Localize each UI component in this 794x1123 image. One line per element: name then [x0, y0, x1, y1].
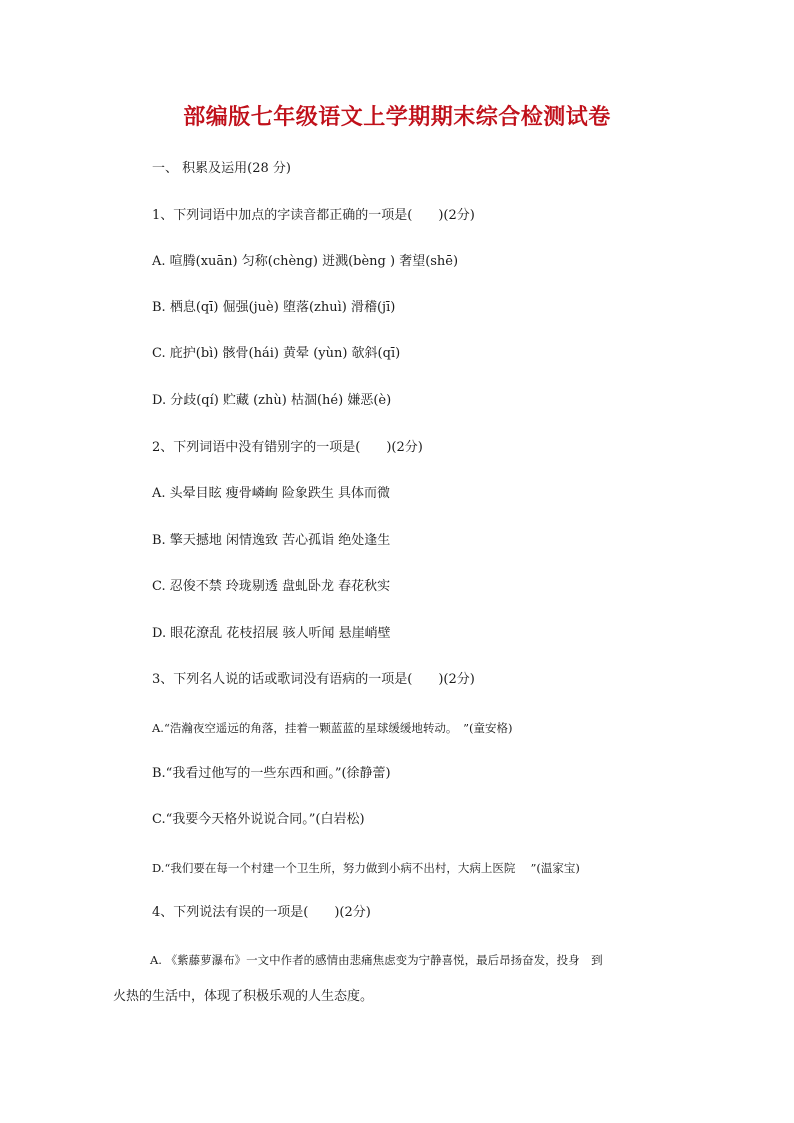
- question-4-option-a-line2: 火热的生活中，体现了积极乐观的人生态度。: [113, 989, 374, 1004]
- question-2-option-a: A. 头晕目眩 瘦骨嶙峋 险象跌生 具体而微: [152, 486, 391, 501]
- question-4-option-a: [113, 942, 673, 1015]
- question-2-option-d: D. 眼花潦乱 花枝招展 骇人听闻 悬崖峭壁: [152, 626, 391, 641]
- question-3-option-c: C.“我要今天格外说说合同。”(白岩松): [152, 812, 365, 827]
- question-1-option-b: B. 栖息(qī) 倔强(juè) 堕落(zhuì) 滑稽(jī): [152, 300, 396, 315]
- question-3-option-a: A.“浩瀚夜空遥远的角落，挂着一颗蓝蓝的星球缓缓地转动。 ”(童安格): [152, 721, 513, 735]
- question-4-option-a-line1: A. 《紫藤萝瀑布》一文中作者的感情由悲痛焦虑变为宁静喜悦，最后昂扬奋发，投身 到: [150, 953, 603, 967]
- question-1-stem: 1、下列词语中加点的字读音都正确的一项是( )(2分): [152, 208, 475, 223]
- question-2-stem: 2、下列词语中没有错别字的一项是( )(2分): [152, 440, 423, 455]
- question-1-option-a: A. 喧腾(xuān) 匀称(chèng) 迸溅(bèng ) 奢望(shē): [152, 254, 459, 269]
- question-3-stem: 3、下列名人说的话或歌词没有语病的一项是( )(2分): [152, 672, 475, 687]
- question-2-option-c: C. 忍俊不禁 玲珑剔透 盘虬卧龙 春花秋实: [152, 579, 391, 594]
- section-heading: 一、 积累及运用(28 分): [152, 161, 291, 176]
- question-1-option-d: D. 分歧(qí) 贮藏 (zhù) 枯涸(hé) 嫌恶(è): [152, 393, 392, 408]
- question-4-stem: 4、下列说法有误的一项是( )(2分): [152, 905, 371, 920]
- question-1-option-c: C. 庇护(bì) 骸骨(hái) 黄晕 (yùn) 欹斜(qī): [152, 346, 401, 361]
- exam-title: 部编版七年级语文上学期期末综合检测试卷: [183, 105, 611, 130]
- question-3-option-b: B.“我看过他写的一些东西和画。”(徐静蕾): [152, 766, 391, 781]
- question-2-option-b: B. 擎天撼地 闲情逸致 苦心孤诣 绝处逢生: [152, 533, 391, 548]
- question-3-option-d: D.“我们要在每一个村建一个卫生所，努力做到小病不出村，大病上医院 ”(温家宝): [152, 861, 580, 875]
